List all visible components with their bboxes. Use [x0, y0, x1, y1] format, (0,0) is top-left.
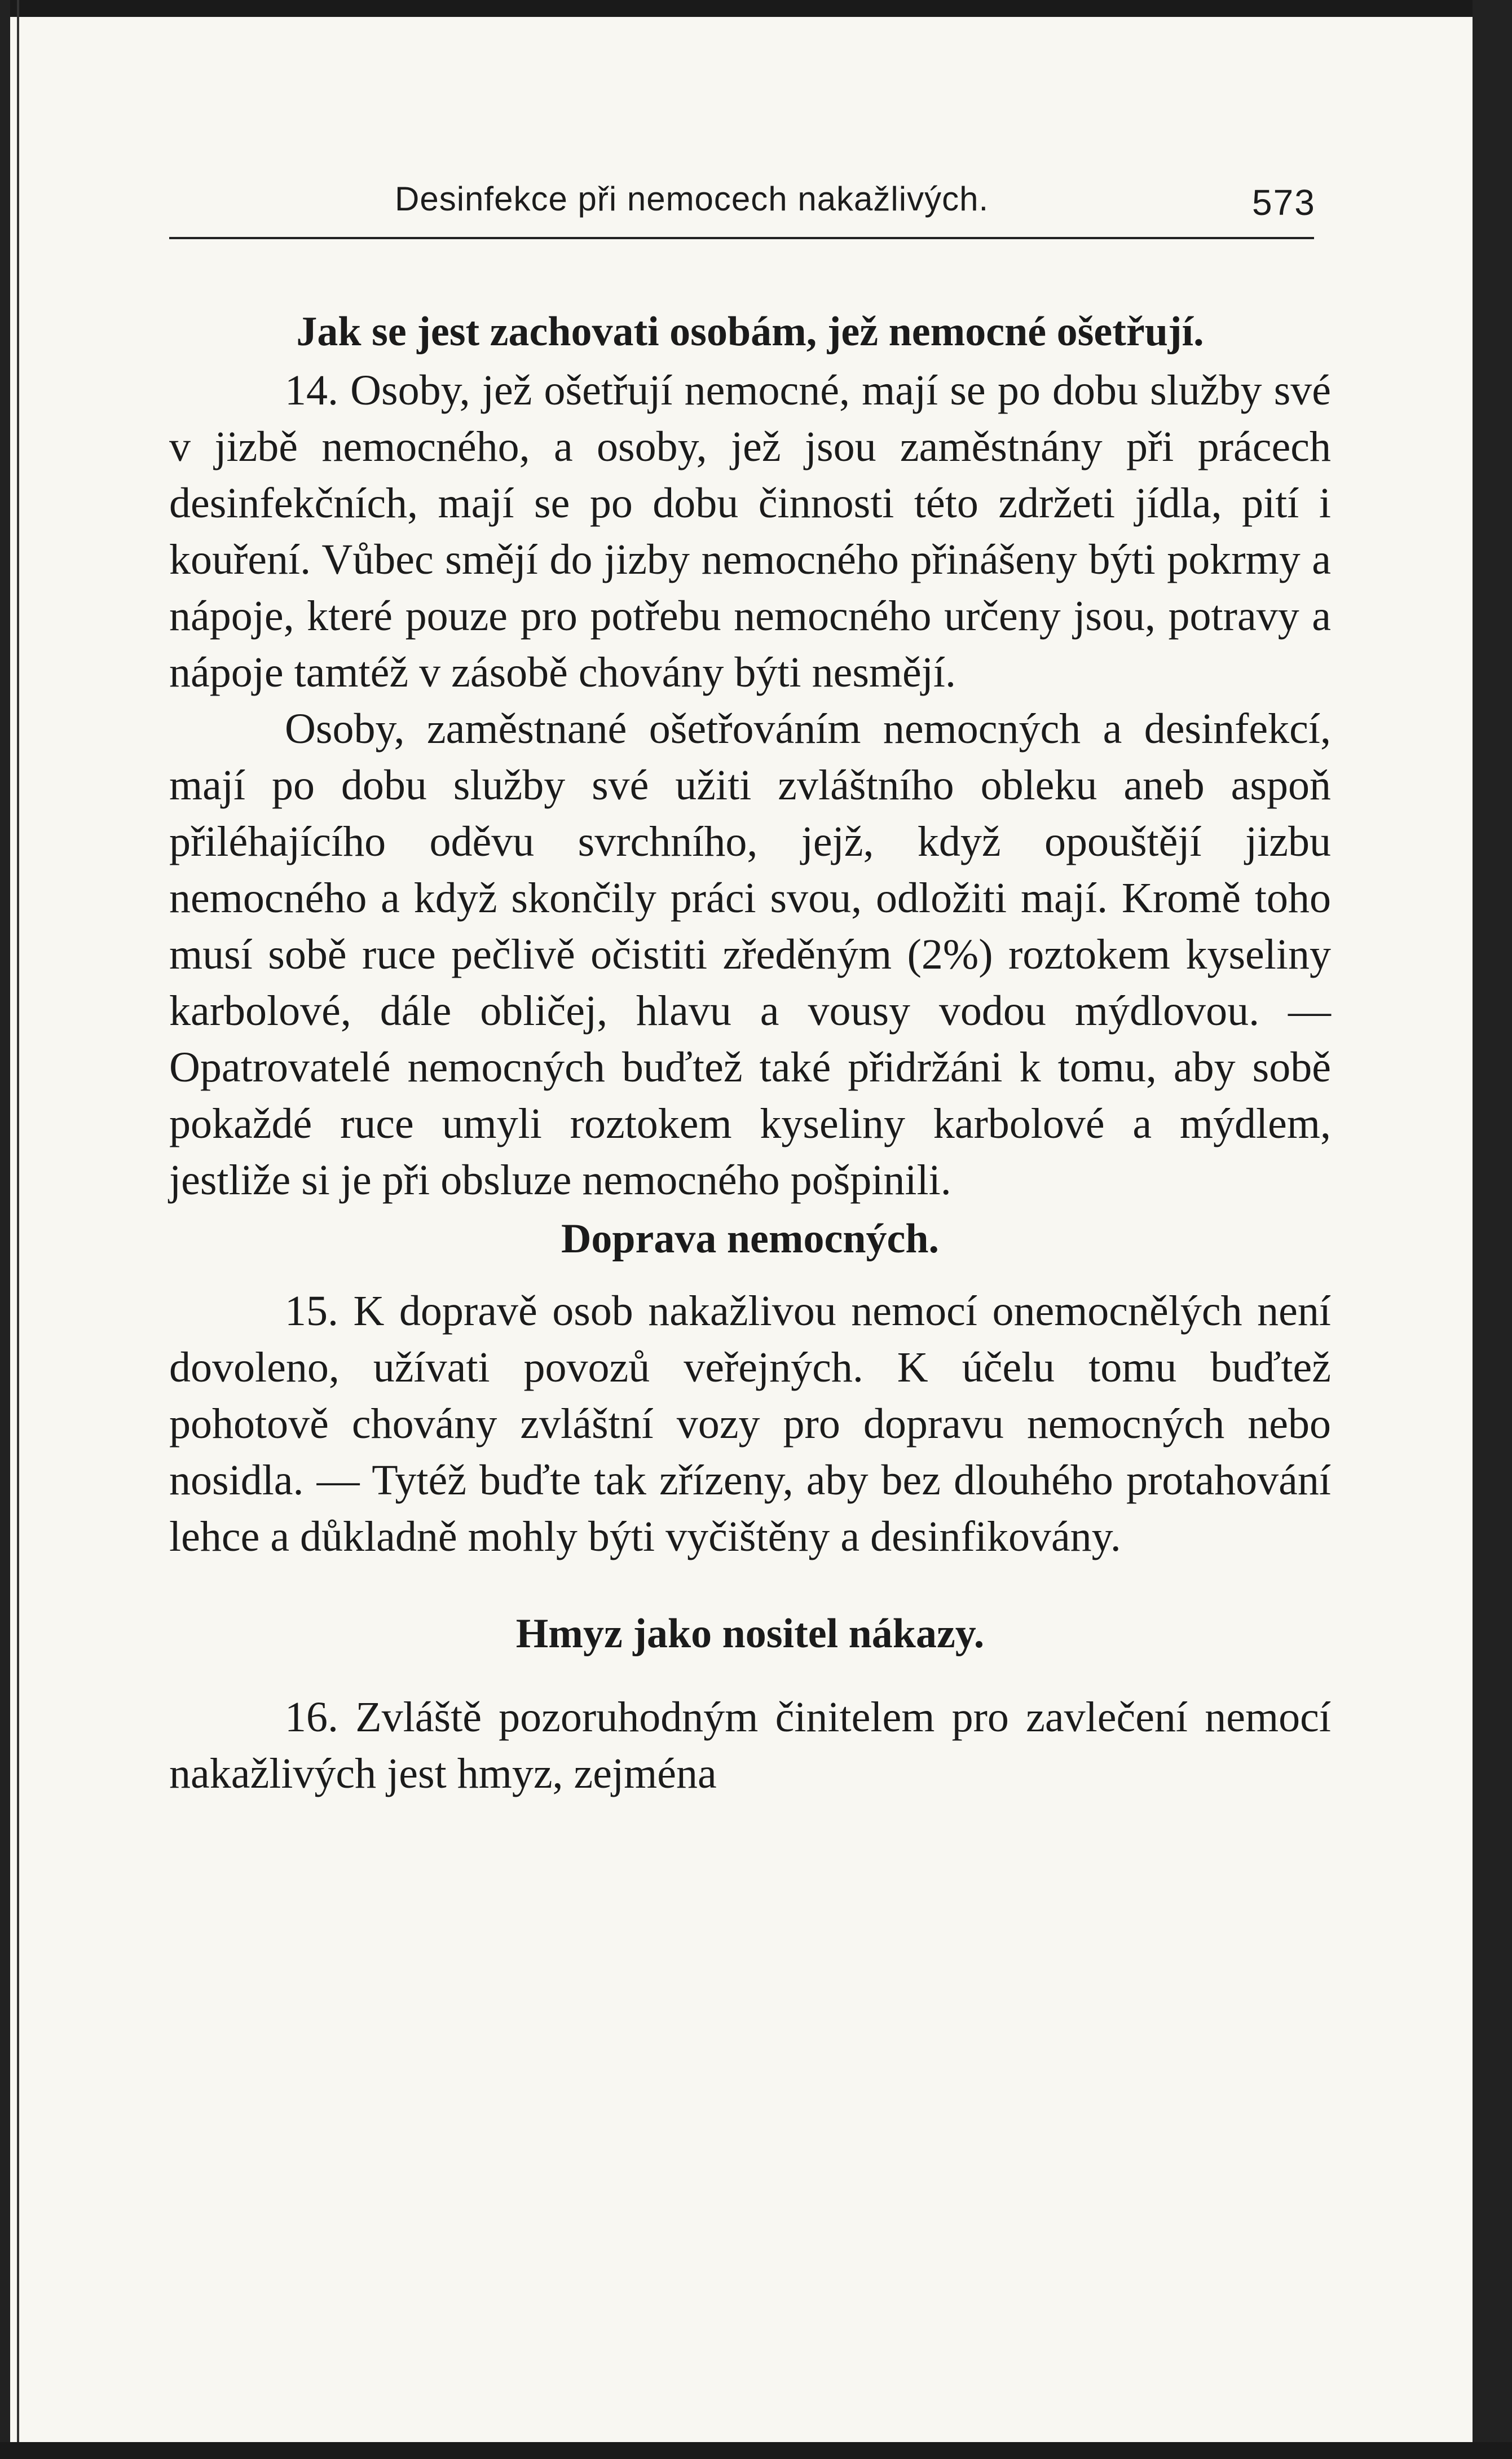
scan-border-left	[0, 0, 10, 2459]
running-header: Desinfekce při nemocech nakažlivých.	[395, 180, 989, 218]
page-body	[169, 305, 1331, 1802]
scan-border-bottom	[0, 2442, 1512, 2459]
section-heading-transport: Doprava nemocných.	[561, 1216, 940, 1262]
section-heading-caregivers: Jak se jest zachovati osobám, jež nemocné ošetřují.	[296, 309, 1204, 355]
scan-edge-line	[17, 0, 19, 2459]
section-heading-insects: Hmyz jako nositel nákazy.	[515, 1611, 985, 1657]
page-number: 573	[1252, 182, 1316, 223]
scan-border-right	[1473, 0, 1512, 2459]
paragraph-14-continued: Osoby, zaměstnané ošetřováním nemocných a desinfekcí, mají po dobu služby své užiti zvláštního obleku aneb aspoň přiléhajícího oděvu svrchního, jejž, když opouštějí jizbu nemocného a když skončily práci svou, odložiti mají. Kromě toho musí sobě ruce pečlivě očistiti zředěným (2%) roztokem kyseliny karbolové, dále obličej, hlavu a vousy vodou mýdlovou. — Opatrovatelé nemocných buďtež také přidržáni k tomu, aby sobě pokaždé ruce umyli roztokem kyseliny karbolové a mýdlem, jestliže si je při obsluze nemocného pošpinili.	[169, 705, 1331, 1204]
paragraph-16: 16. Zvláště pozoruhodným činitelem pro zavlečení nemocí nakažlivých jest hmyz, zejména	[169, 1693, 1331, 1797]
paragraph-14: 14. Osoby, jež ošetřují nemocné, mají se po dobu služby své v jizbě nemocného, a osoby, jež jsou zaměstnány při prácech desinfekčních, mají se po dobu činnosti této zdržeti jídla, pití i kouření. Vůbec smějí do jizby nemocného přinášeny býti pokrmy a nápoje, které pouze pro potřebu nemocného určeny jsou, potravy a nápoje tamtéž v zásobě chovány býti nesmějí.	[169, 367, 1331, 696]
scan-border-top	[0, 0, 1512, 17]
paragraph-15: 15. K dopravě osob nakažlivou nemocí onemocnělých není dovoleno, užívati povozů veřejných. K účelu tomu buďtež pohotově chovány zvláštní vozy pro dopravu nemocných nebo nosidla. — Tytéž buďte tak zřízeny, aby bez dlouhého protahování lehce a důkladně mohly býti vyčištěny a desinfikovány.	[169, 1287, 1331, 1560]
header-rule	[169, 237, 1314, 239]
